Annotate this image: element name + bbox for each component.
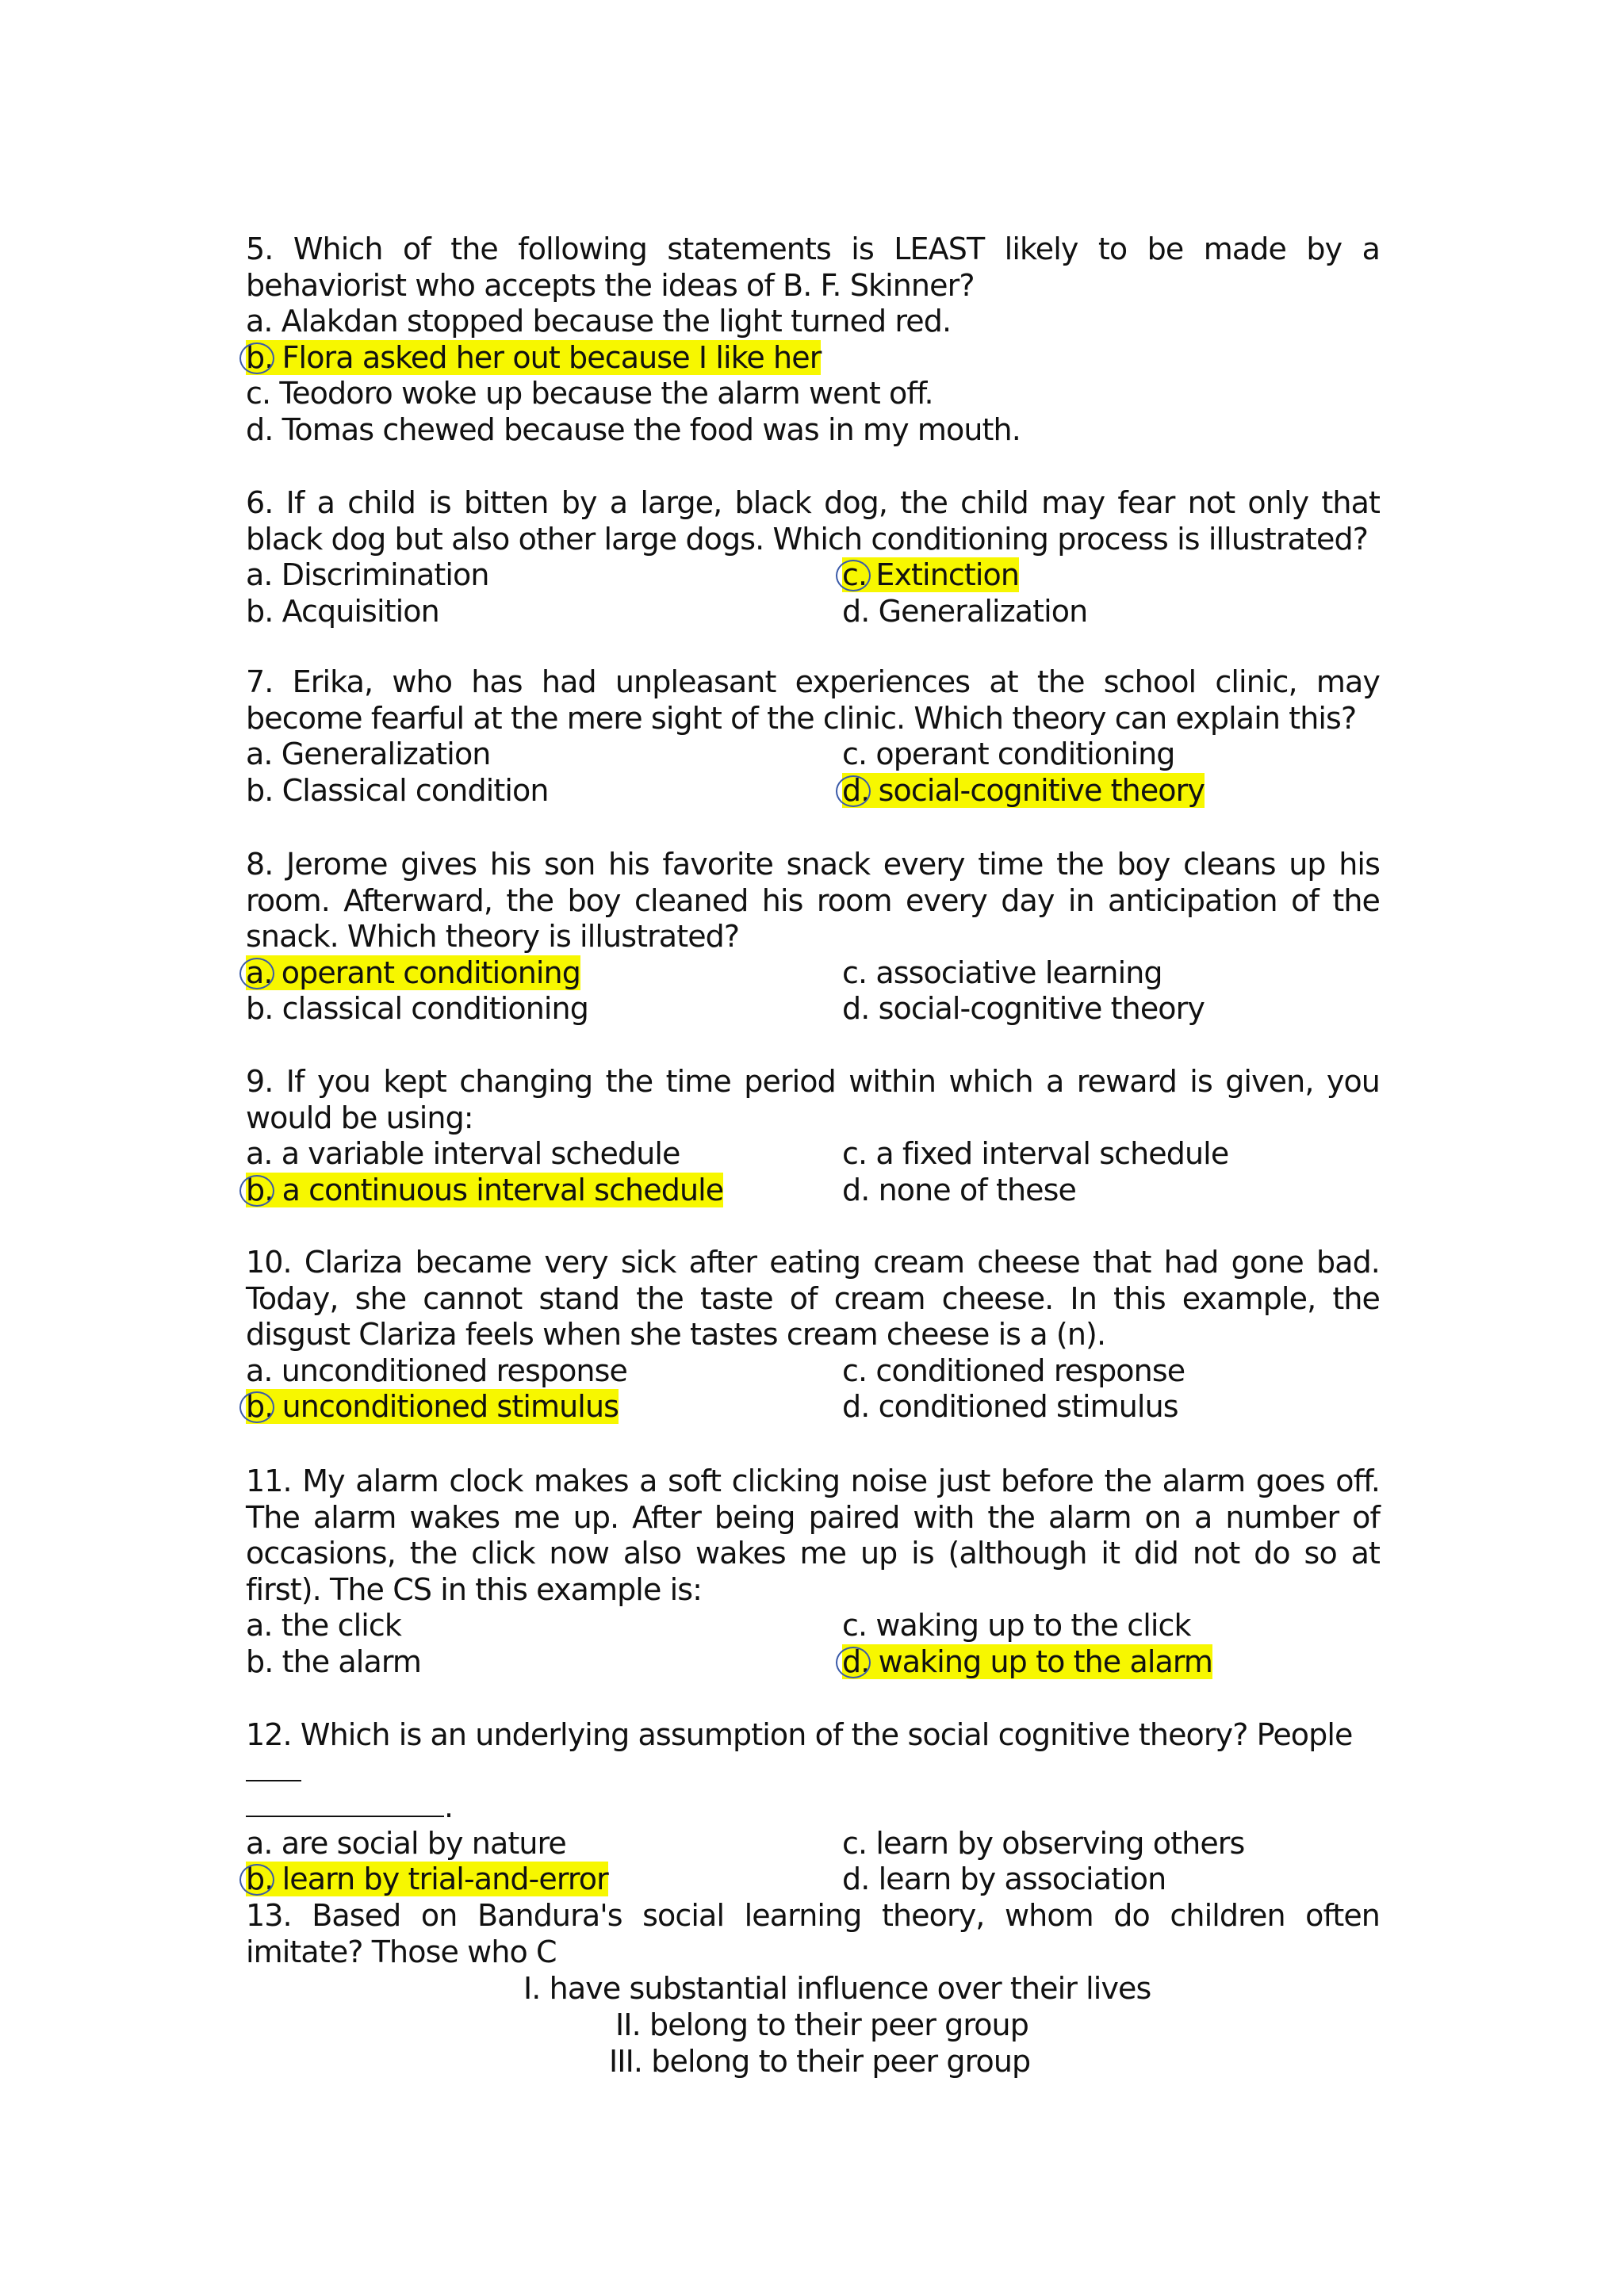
option-marker-d: d. [842,1644,869,1681]
options-row [246,955,1380,992]
question-13 [246,1898,1380,1970]
options-row [246,991,1380,1027]
answer-highlight: b. learn by trial-and-error [246,1862,608,1896]
options-row [246,594,1380,630]
options-row [246,773,1380,809]
question-10-stem: 10. Clariza became very sick after eating cream cheese that had gone bad. Today, she cannot stand the taste of cream cheese. In this example, the disgust Clariza feels when she tastes cream cheese is a (n). [246,1245,1380,1352]
options-row [246,557,1380,594]
options-row [246,1353,1380,1390]
question-13-item-3: III. belong to their peer group [609,2044,1031,2079]
option-marker-a: a. [246,955,273,992]
question-6-option-b: b. Acquisition [246,593,439,629]
question-13-item-1: I. have substantial influence over their lives [523,1971,1151,2006]
options-row [246,1862,1380,1898]
option-marker-b: b. [246,1389,273,1425]
question-6-option-d: d. Generalization [842,593,1088,629]
question-9-option-b [246,1173,723,1209]
question-11-option-d [842,1644,1212,1681]
option-marker-b: b. [246,1173,273,1209]
question-7 [246,664,1380,809]
question-8-option-c: c. associative learning [842,955,1162,990]
question-11-option-b: b. the alarm [246,1644,422,1679]
answer-highlight: b. a continuous interval schedule [246,1173,723,1207]
question-12-stem: 12. Which is an underlying assumption of the social cognitive theory? People [246,1717,1380,1789]
question-7-option-c: c. operant conditioning [842,737,1175,771]
question-5-option-a: a. Alakdan stopped because the light turned red. [246,304,952,339]
option-marker-b: b. [246,1862,273,1898]
question-8-stem: 8. Jerome gives his son his favorite snack every time the boy cleans up his room. Afterward, the boy cleaned his room every day in anticipation of the snack. Which theory is illustrated? [246,847,1380,954]
question-13-stem: 13. Based on Bandura's social learning theory, whom do children often imitate? Those who C [246,1898,1380,1969]
question-5-option-b [246,340,1380,377]
answer-blank [246,1795,444,1817]
question-12-option-c: c. learn by observing others [842,1825,1245,1861]
question-9-option-a: a. a variable interval schedule [246,1136,680,1171]
question-5 [246,232,1380,448]
question-5-stem: 5. Which of the following statements is LEAST likely to be made by a behaviorist who accepts the ideas of B. F. Skinner? [246,232,1380,303]
option-marker-c: c. [842,557,867,594]
question-8 [246,847,1380,1027]
question-10-option-d: d. conditioned stimulus [842,1389,1178,1424]
options-row [246,1826,1380,1862]
question-11-stem: 11. My alarm clock makes a soft clicking noise just before the alarm goes off. The alarm wakes me up. After being paired with the alarm on a number of occasions, the click now also wakes me up is (although it did not do so at first). The CS in this example is: [246,1464,1380,1607]
question-12-option-b [246,1862,608,1898]
question-8-option-d: d. social-cognitive theory [842,991,1205,1026]
question-5-option-c: c. Teodoro woke up because the alarm went off. [246,376,933,411]
question-6-option-c [842,557,1019,594]
question-8-option-a [246,955,580,992]
question-6-stem: 6. If a child is bitten by a large, black dog, the child may fear not only that black dog but also other large dogs. Which conditioning process is illustrated? [246,485,1380,557]
option-marker-b: b. [246,340,273,377]
options-row [246,1136,1380,1173]
question-5-option-d: d. Tomas chewed because the food was in my mouth. [246,411,1021,447]
options-row [246,1608,1380,1644]
options-row [246,1389,1380,1425]
question-6-option-a: a. Discrimination [246,557,489,592]
question-12-option-a: a. are social by nature [246,1825,566,1861]
answer-highlight: c. Extinction [842,557,1019,592]
answer-highlight: d. social-cognitive theory [842,773,1205,808]
question-12-option-d: d. learn by association [842,1862,1166,1896]
question-10-option-c: c. conditioned response [842,1353,1185,1388]
question-12 [246,1717,1380,1898]
question-10-option-b [246,1389,619,1425]
question-10 [246,1245,1380,1425]
answer-highlight: d. waking up to the alarm [842,1644,1212,1679]
answer-highlight: b. unconditioned stimulus [246,1389,619,1424]
option-marker-d: d. [842,773,869,809]
question-11 [246,1464,1380,1680]
options-row [246,737,1380,773]
question-9-option-c: c. a fixed interval schedule [842,1136,1229,1171]
question-10-option-a: a. unconditioned response [246,1353,627,1388]
question-11-option-c: c. waking up to the click [842,1608,1191,1643]
question-7-option-d [842,773,1205,809]
question-9-option-d: d. none of these [842,1172,1076,1207]
options-row [246,1644,1380,1681]
question-12-stem-continuation: . [246,1789,1380,1826]
question-8-option-b: b. classical conditioning [246,991,588,1026]
question-7-option-a: a. Generalization [246,737,491,771]
question-7-stem: 7. Erika, who has had unpleasant experiences at the school clinic, may become fearful at the mere sight of the clinic. Which theory can explain this? [246,664,1380,736]
answer-highlight: b. Flora asked her out because I like her [246,340,821,375]
options-row [246,1173,1380,1209]
question-7-option-b: b. Classical condition [246,772,549,808]
question-11-option-a: a. the click [246,1608,401,1643]
question-13-item-2: II. belong to their peer group [615,2007,1028,2042]
answer-blank [246,1756,301,1781]
question-9 [246,1064,1380,1208]
question-6 [246,485,1380,629]
answer-highlight: a. operant conditioning [246,955,580,990]
question-9-stem: 9. If you kept changing the time period within which a reward is given, you would be using: [246,1064,1380,1135]
